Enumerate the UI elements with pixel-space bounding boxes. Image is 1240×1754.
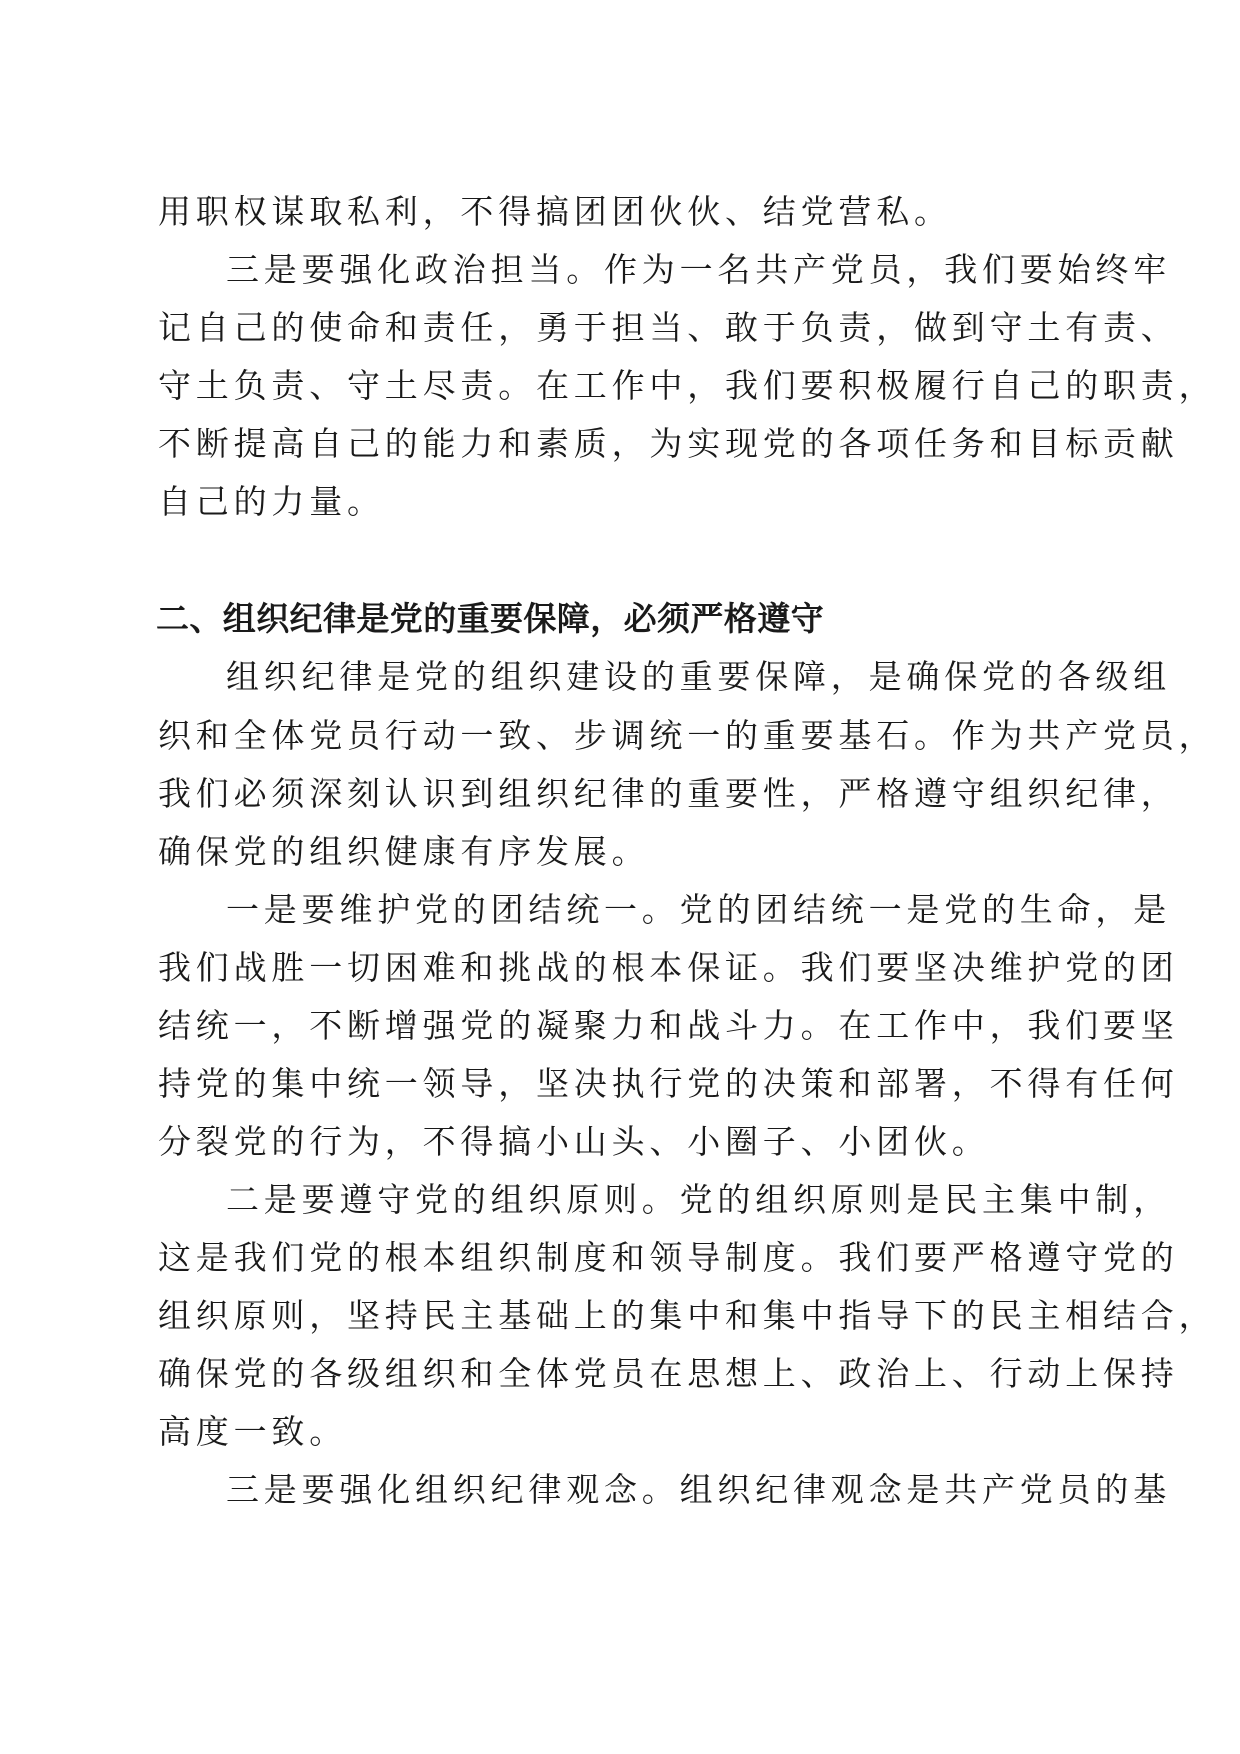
text-line-15: 分裂党的行为，不得搞小山头、小圈子、小团伙。: [158, 1122, 990, 1161]
text-line-19: 确保党的各级组织和全体党员在思想上、政治上、行动上保持: [158, 1354, 1179, 1393]
text-line-20: 高度一致。: [158, 1412, 347, 1451]
text-line-3: 记自己的使命和责任，勇于担当、敢于负责，做到守土有责、: [158, 308, 1179, 347]
text-line-6: 自己的力量。: [158, 482, 385, 521]
text-line-8: 织和全体党员行动一致、步调统一的重要基石。作为共产党员，: [158, 716, 1217, 755]
text-line-9: 我们必须深刻认识到组织纪律的重要性，严格遵守组织纪律，: [158, 774, 1179, 813]
text-line-21: 三是要强化组织纪律观念。组织纪律观念是共产党员的基: [226, 1470, 1171, 1509]
text-line-14: 持党的集中统一领导，坚决执行党的决策和部署，不得有任何: [158, 1064, 1179, 1103]
text-line-4: 守土负责、守土尽责。在工作中，我们要积极履行自己的职责，: [158, 366, 1217, 405]
text-line-5: 不断提高自己的能力和素质，为实现党的各项任务和目标贡献: [158, 424, 1179, 463]
text-line-7: 组织纪律是党的组织建设的重要保障，是确保党的各级组: [226, 657, 1171, 696]
text-line-10: 确保党的组织健康有序发展。: [158, 832, 650, 871]
section-heading: 二、组织纪律是党的重要保障，必须严格遵守: [156, 599, 824, 638]
text-line-1: 用职权谋取私利，不得搞团团伙伙、结党营私。: [158, 192, 952, 231]
text-line-16: 二是要遵守党的组织原则。党的组织原则是民主集中制，: [226, 1180, 1171, 1219]
text-line-12: 我们战胜一切困难和挑战的根本保证。我们要坚决维护党的团: [158, 948, 1179, 987]
text-line-17: 这是我们党的根本组织制度和领导制度。我们要严格遵守党的: [158, 1238, 1179, 1277]
text-line-13: 结统一，不断增强党的凝聚力和战斗力。在工作中，我们要坚: [158, 1006, 1179, 1045]
text-line-18: 组织原则，坚持民主基础上的集中和集中指导下的民主相结合，: [158, 1296, 1217, 1335]
text-line-11: 一是要维护党的团结统一。党的团结统一是党的生命，是: [226, 890, 1171, 929]
text-line-2: 三是要强化政治担当。作为一名共产党员，我们要始终牢: [226, 250, 1171, 289]
